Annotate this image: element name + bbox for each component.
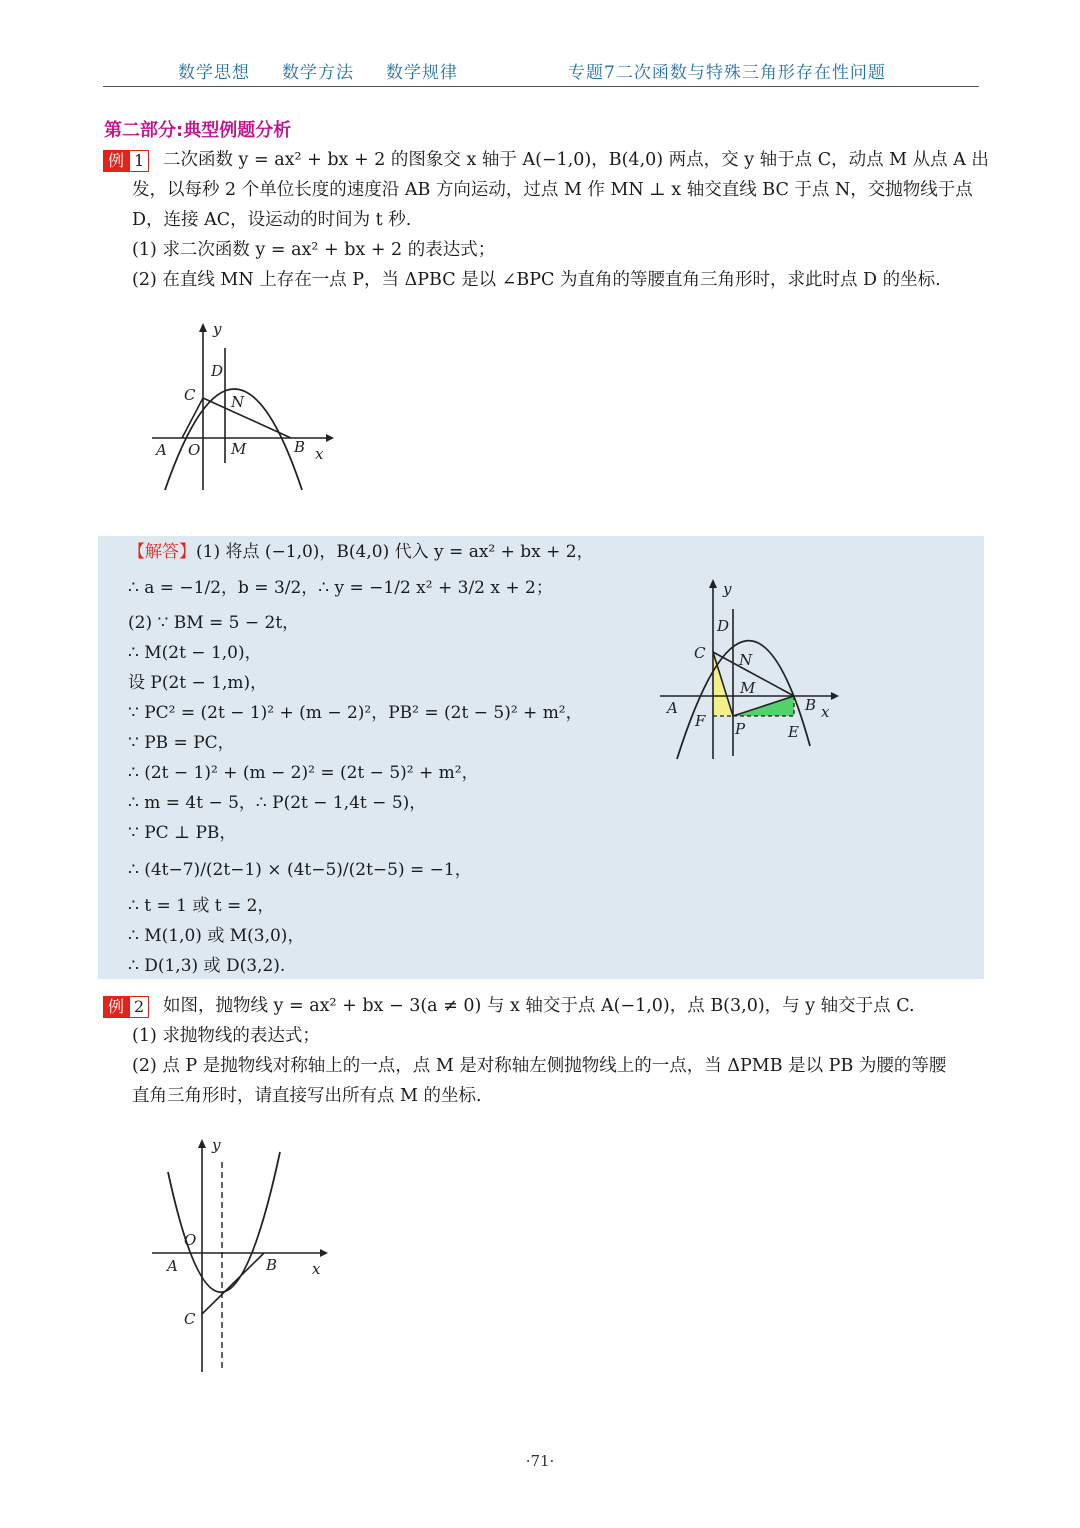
solution-line-3: (2) ∵ BM = 5 − 2t， — [128, 613, 300, 633]
line-bc — [203, 398, 291, 438]
page-number: ·71· — [525, 1452, 555, 1470]
example-2-line-3: (2) 点 P 是抛物线对称轴上的一点，点 M 是对称轴左侧抛物线上的一点，当 ΔPMB 是以 PB 为腰的等腰 — [132, 1056, 947, 1076]
label-d: D — [211, 362, 224, 380]
label-d: D — [717, 617, 730, 635]
example-1-badge — [103, 150, 149, 172]
parabola — [168, 1152, 280, 1292]
solution-line-14: ∴ D(1,3) 或 D(3,2). — [128, 956, 286, 976]
solution-line-13: ∴ M(1,0) 或 M(3,0)， — [128, 926, 305, 946]
solution-line-12: ∴ t = 1 或 t = 2， — [128, 896, 275, 916]
example-2-badge — [103, 996, 149, 1018]
header-item-2: 数学方法 — [282, 63, 354, 83]
example-tag: 例 — [103, 150, 129, 172]
header-item-3: 数学规律 — [386, 63, 458, 83]
label-x: x — [821, 703, 830, 721]
label-p: P — [735, 720, 746, 738]
label-a: A — [156, 441, 167, 459]
section-title: 第二部分:典型例题分析 — [104, 120, 292, 141]
line-ac — [182, 398, 203, 438]
label-y: y — [723, 580, 732, 598]
label-y: y — [213, 320, 222, 338]
solution-line-8: ∴ (2t − 1)² + (m − 2)² = (2t − 5)² + m²， — [128, 763, 479, 783]
example-1-line-1: 二次函数 y = ax² + bx + 2 的图象交 x 轴于 A(−1,0)，B(4,0) 两点，交 y 轴于点 C，动点 M 从点 A 出 — [163, 150, 989, 170]
solution-line-2: ∴ a = −1/2，b = 3/2，∴ y = −1/2 x² + 3/2 x + 2； — [128, 578, 553, 598]
example-number: 1 — [129, 150, 149, 172]
label-m: M — [740, 679, 756, 697]
solution-line-4: ∴ M(2t − 1,0)， — [128, 643, 262, 663]
x-arrow-icon — [320, 1249, 328, 1257]
label-b: B — [294, 438, 306, 456]
y-arrow-icon — [199, 323, 207, 332]
label-b: B — [266, 1256, 278, 1274]
label-o: O — [188, 441, 201, 459]
example-1-figure — [140, 318, 340, 498]
label-c: C — [694, 644, 706, 662]
x-arrow-icon — [831, 692, 839, 700]
solution-line-7: ∵ PB = PC， — [128, 733, 235, 753]
example-2-figure — [140, 1132, 340, 1377]
label-x: x — [312, 1260, 321, 1278]
label-y: y — [212, 1136, 221, 1154]
label-c: C — [184, 386, 196, 404]
label-x: x — [315, 445, 324, 463]
label-e: E — [788, 723, 799, 741]
label-f: F — [695, 712, 706, 730]
label-n: N — [739, 651, 753, 669]
example-1-line-5: (2) 在直线 MN 上存在一点 P，当 ΔPBC 是以 ∠BPC 为直角的等腰直角三角形时，求此时点 D 的坐标. — [132, 270, 941, 290]
label-a: A — [167, 1257, 178, 1275]
solution-line-11: ∴ (4t−7)/(2t−1) × (4t−5)/(2t−5) = −1， — [128, 860, 472, 880]
label-c: C — [184, 1310, 196, 1328]
header-item-1: 数学思想 — [178, 63, 250, 83]
solution-line-6: ∵ PC² = (2t − 1)² + (m − 2)²，PB² = (2t − 5)² + m²， — [128, 703, 583, 723]
example-number: 2 — [129, 996, 149, 1018]
example-1-line-3: D，连接 AC，设运动的时间为 t 秒. — [132, 210, 412, 230]
y-arrow-icon — [198, 1139, 206, 1148]
example-1-line-4: (1) 求二次函数 y = ax² + bx + 2 的表达式； — [132, 240, 496, 260]
example-1-line-2: 发，以每秒 2 个单位长度的速度沿 AB 方向运动，过点 M 作 MN ⊥ x 轴交直线 BC 于点 N，交抛物线于点 — [132, 180, 973, 200]
x-arrow-icon — [326, 434, 334, 442]
label-a: A — [667, 699, 678, 717]
example-2-line-4: 直角三角形时，请直接写出所有点 M 的坐标. — [132, 1086, 482, 1106]
header-rule — [103, 86, 979, 87]
label-n: N — [231, 393, 245, 411]
example-2-line-2: (1) 求抛物线的表达式； — [132, 1026, 320, 1046]
label-o: O — [184, 1231, 197, 1249]
solution-line-1-text: (1) 将点 (−1,0)，B(4,0) 代入 y = ax² + bx + 2， — [196, 542, 594, 562]
solution-line-9: ∴ m = 4t − 5，∴ P(2t − 1,4t − 5)， — [128, 793, 427, 813]
example-2-line-1: 如图，抛物线 y = ax² + bx − 3(a ≠ 0) 与 x 轴交于点 A(−1,0)，点 B(3,0)，与 y 轴交于点 C. — [163, 996, 915, 1016]
solution-line-1 — [128, 537, 594, 567]
solution-line-5: 设 P(2t − 1,m)， — [128, 673, 268, 693]
example-tag: 例 — [103, 996, 129, 1018]
solution-figure — [655, 574, 855, 764]
header-topic: 专题7二次函数与特殊三角形存在性问题 — [568, 63, 886, 83]
label-b: B — [805, 696, 817, 714]
solution-line-10: ∵ PC ⊥ PB， — [128, 823, 237, 843]
solution-tag: 【解答】 — [128, 542, 196, 562]
line-bc — [202, 1253, 264, 1314]
label-m: M — [231, 440, 247, 458]
y-arrow-icon — [709, 579, 717, 588]
